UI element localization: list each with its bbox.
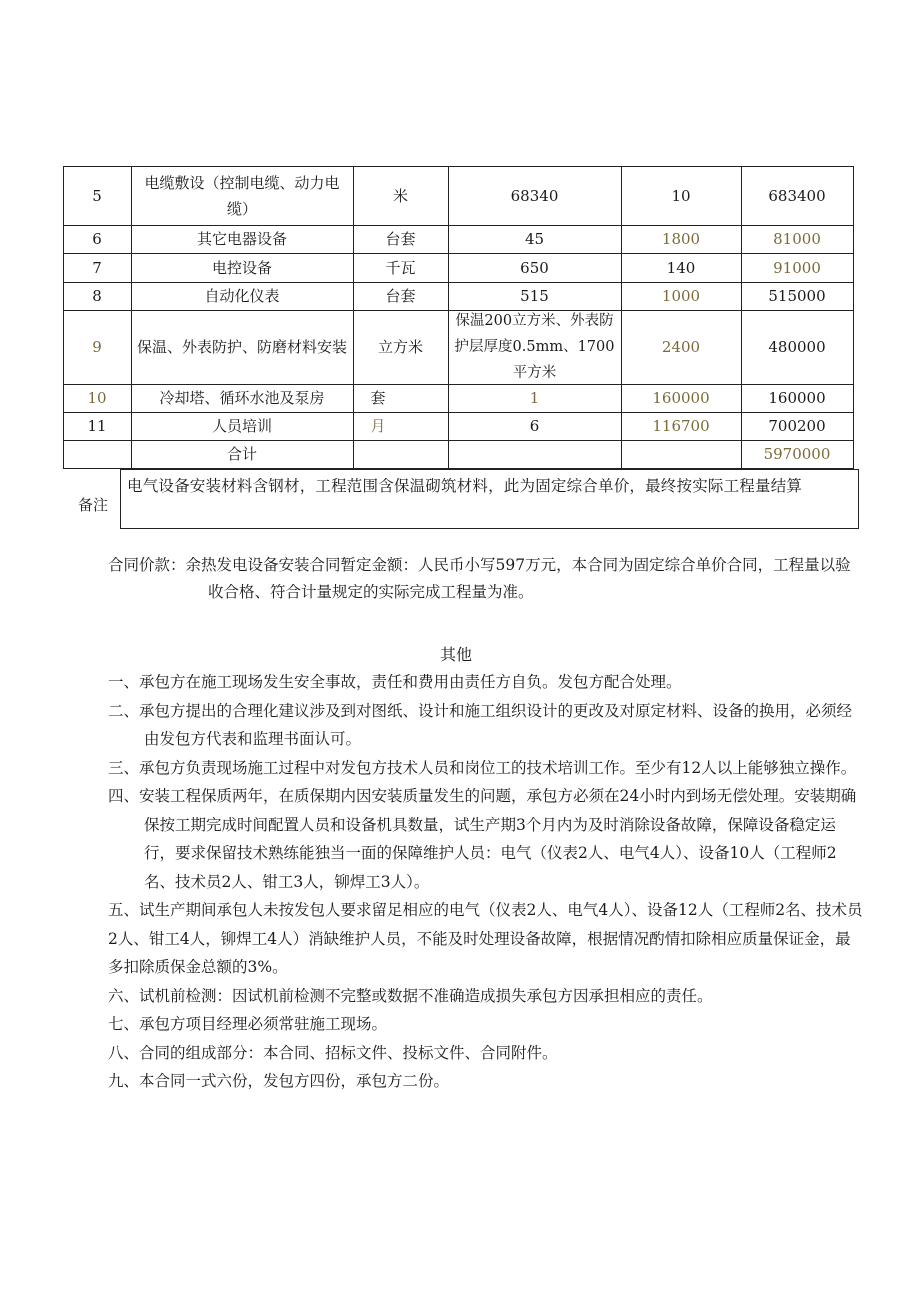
row-price: 1000 — [661, 287, 701, 305]
contract-price-text: 合同价款：余热发电设备安装合同暂定金额：人民币小写597万元，本合同为固定综合单价合同，工程量以验收合格、符合计量规定的实际完成工程量为准。 — [108, 556, 851, 601]
row-name: 其它电器设备 — [196, 230, 287, 248]
row-name: 电缆敷设（控制电缆、动力电缆） — [144, 173, 340, 218]
row-price: 10 — [671, 186, 691, 205]
row-unit: 米 — [392, 186, 408, 205]
row-qty: 保温200立方米、外表防护层厚度0.5mm、1700平方米 — [454, 313, 615, 381]
table-row — [63, 282, 131, 310]
row-qty: 1 — [529, 389, 540, 407]
others-title: 其他 — [440, 645, 473, 664]
row-unit: 台套 — [385, 287, 416, 305]
row-no: 11 — [87, 417, 107, 435]
table-row — [63, 310, 131, 384]
row-unit: 台套 — [385, 230, 416, 248]
row-total: 700200 — [768, 417, 826, 435]
row-no: 10 — [87, 389, 107, 407]
clauses-list — [108, 668, 864, 1096]
list-item: 七、承包方项目经理必须常驻施工现场。 — [108, 1015, 388, 1033]
row-unit: 千瓦 — [385, 258, 416, 277]
row-name: 电控设备 — [211, 258, 272, 277]
list-item: 八、合同的组成部分：本合同、招标文件、投标文件、合同附件。 — [108, 1043, 558, 1062]
row-name: 人员培训 — [211, 417, 272, 435]
list-item: 九、本合同一式六份，发包方四份，承包方二份。 — [108, 1072, 450, 1090]
row-qty: 45 — [524, 230, 545, 248]
row-no: 7 — [92, 258, 102, 277]
row-total: 683400 — [768, 186, 826, 205]
table-row — [63, 166, 131, 225]
row-no: 9 — [92, 338, 102, 356]
table-row — [63, 253, 131, 282]
row-no: 5 — [92, 186, 102, 205]
row-total: 480000 — [768, 338, 826, 356]
table-row — [63, 225, 131, 253]
contract-price-block — [108, 552, 864, 606]
sum-label: 合计 — [226, 445, 257, 463]
list-item: 六、试机前检测：因试机前检测不完整或数据不准确造成损失承包方因承担相应的责任。 — [108, 986, 713, 1005]
row-qty: 650 — [520, 258, 549, 277]
row-total: 91000 — [773, 258, 821, 277]
row-price: 140 — [666, 258, 696, 277]
row-total: 160000 — [768, 389, 826, 407]
table-row — [63, 384, 131, 412]
list-item: 一、承包方在施工现场发生安全事故，责任和费用由责任方自负。发包方配合处理。 — [108, 673, 682, 691]
remark-text: 电气设备安装材料含钢材，工程范围含保温砌筑材料，此为固定综合单价，最终按实际工程量结算 — [127, 477, 803, 495]
row-price: 116700 — [652, 417, 710, 435]
row-qty: 515 — [520, 287, 549, 305]
row-price: 1800 — [661, 230, 701, 248]
row-no: 6 — [92, 230, 102, 248]
row-unit: 套 — [370, 389, 386, 407]
row-total: 81000 — [773, 230, 821, 248]
list-item: 二、承包方提出的合理化建议涉及到对图纸、设计和施工组织设计的更改及对原定材料、设备的换用，必须经由发包方代表和监理书面认可。 — [108, 701, 853, 748]
row-no: 8 — [92, 287, 102, 305]
row-name: 自动化仪表 — [204, 287, 280, 305]
row-qty: 68340 — [510, 186, 559, 205]
remark-box — [120, 469, 859, 529]
row-qty: 6 — [529, 417, 540, 435]
row-total: 515000 — [768, 287, 826, 305]
sum-total: 5970000 — [763, 445, 831, 463]
list-item: 四、安装工程保质两年，在质保期内因安装质量发生的问题，承包方必须在24小时内到场无偿处理。安装期确保按工期完成时间配置人员和设备机具数量，试生产期3个月内为及时消除设备故障，保障设备稳定运行，要求保留技术熟练能独当一面的保障维护人员：电气（仪表2人、电气4人）、设备10人（工程师2名、技术员2人、钳工3人，铆焊工3人）。 — [108, 787, 857, 891]
row-unit: 月 — [370, 417, 386, 435]
row-unit: 立方米 — [377, 338, 423, 356]
list-item: 五、试生产期间承包人未按发包人要求留足相应的电气（仪表2人、电气4人）、设备12人（工程师2名、技术员2人、钳工4人，铆焊工4人）消缺维护人员，不能及时处理设备故障，根据情况酌情扣除相应质量保证金，最多扣除质保金总额的3%。 — [108, 901, 863, 976]
table-row — [63, 412, 131, 440]
row-name: 冷却塔、循环水池及泵房 — [159, 389, 325, 407]
row-name: 保温、外表防护、防磨材料安装 — [136, 338, 347, 356]
row-price: 160000 — [652, 389, 710, 407]
row-price: 2400 — [661, 338, 701, 356]
list-item: 三、承包方负责现场施工过程中对发包方技术人员和岗位工的技术培训工作。至少有12人以上能够独立操作。 — [108, 758, 857, 777]
remark-label: 备注 — [78, 496, 109, 514]
